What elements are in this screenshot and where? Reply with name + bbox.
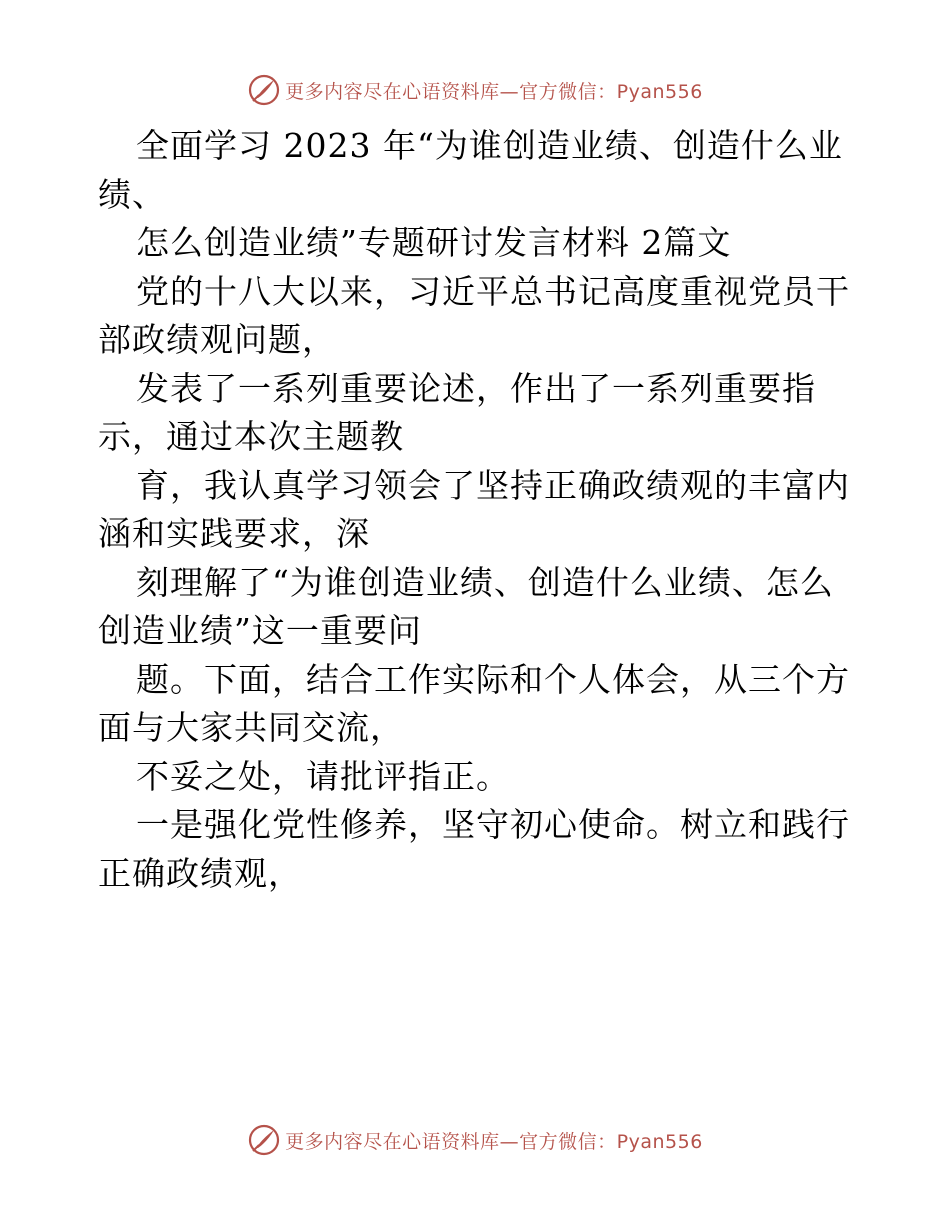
text-line: 育，我认真学习领会了坚持正确政绩观的丰富内 (136, 465, 850, 505)
quill-logo-icon (247, 1123, 281, 1157)
text-line: 不妥之处，请批评指正。 (136, 756, 510, 796)
text-line: 党的十八大以来，习近平总书记高度重视党员干 (136, 271, 850, 311)
document-body (98, 122, 858, 898)
text-line: 刻理解了“为谁创造业绩、创造什么业绩、怎么 (136, 562, 834, 602)
text-line: 全面学习 2023 年“为谁创造业绩、创造什么业 (136, 126, 843, 165)
text-line: 发表了一系列重要论述，作出了一系列重要指 (136, 368, 816, 408)
header-watermark (0, 72, 950, 108)
watermark-text: 更多内容尽在心语资料库—官方微信：Pyan556 (285, 80, 703, 103)
footer-watermark (0, 1122, 950, 1158)
text-line: 正确政绩观， (98, 853, 302, 893)
text-line: 涵和实践要求，深 (98, 514, 370, 553)
watermark-text: 更多内容尽在心语资料库—官方微信：Pyan556 (285, 1130, 703, 1153)
text-line: 一是强化党性修养，坚守初心使命。树立和践行 (136, 805, 850, 844)
text-line: 怎么创造业绩”专题研讨发言材料 2篇文 (136, 223, 732, 262)
text-line: 部政绩观问题， (98, 320, 336, 359)
text-line: 示，通过本次主题教 (98, 417, 404, 456)
text-line: 面与大家共同交流， (98, 708, 404, 747)
text-line: 绩、 (98, 174, 166, 214)
quill-logo-icon (247, 73, 281, 107)
text-line: 创造业绩”这一重要问 (98, 611, 422, 650)
text-line: 题。下面，结合工作实际和个人体会，从三个方 (136, 659, 850, 699)
